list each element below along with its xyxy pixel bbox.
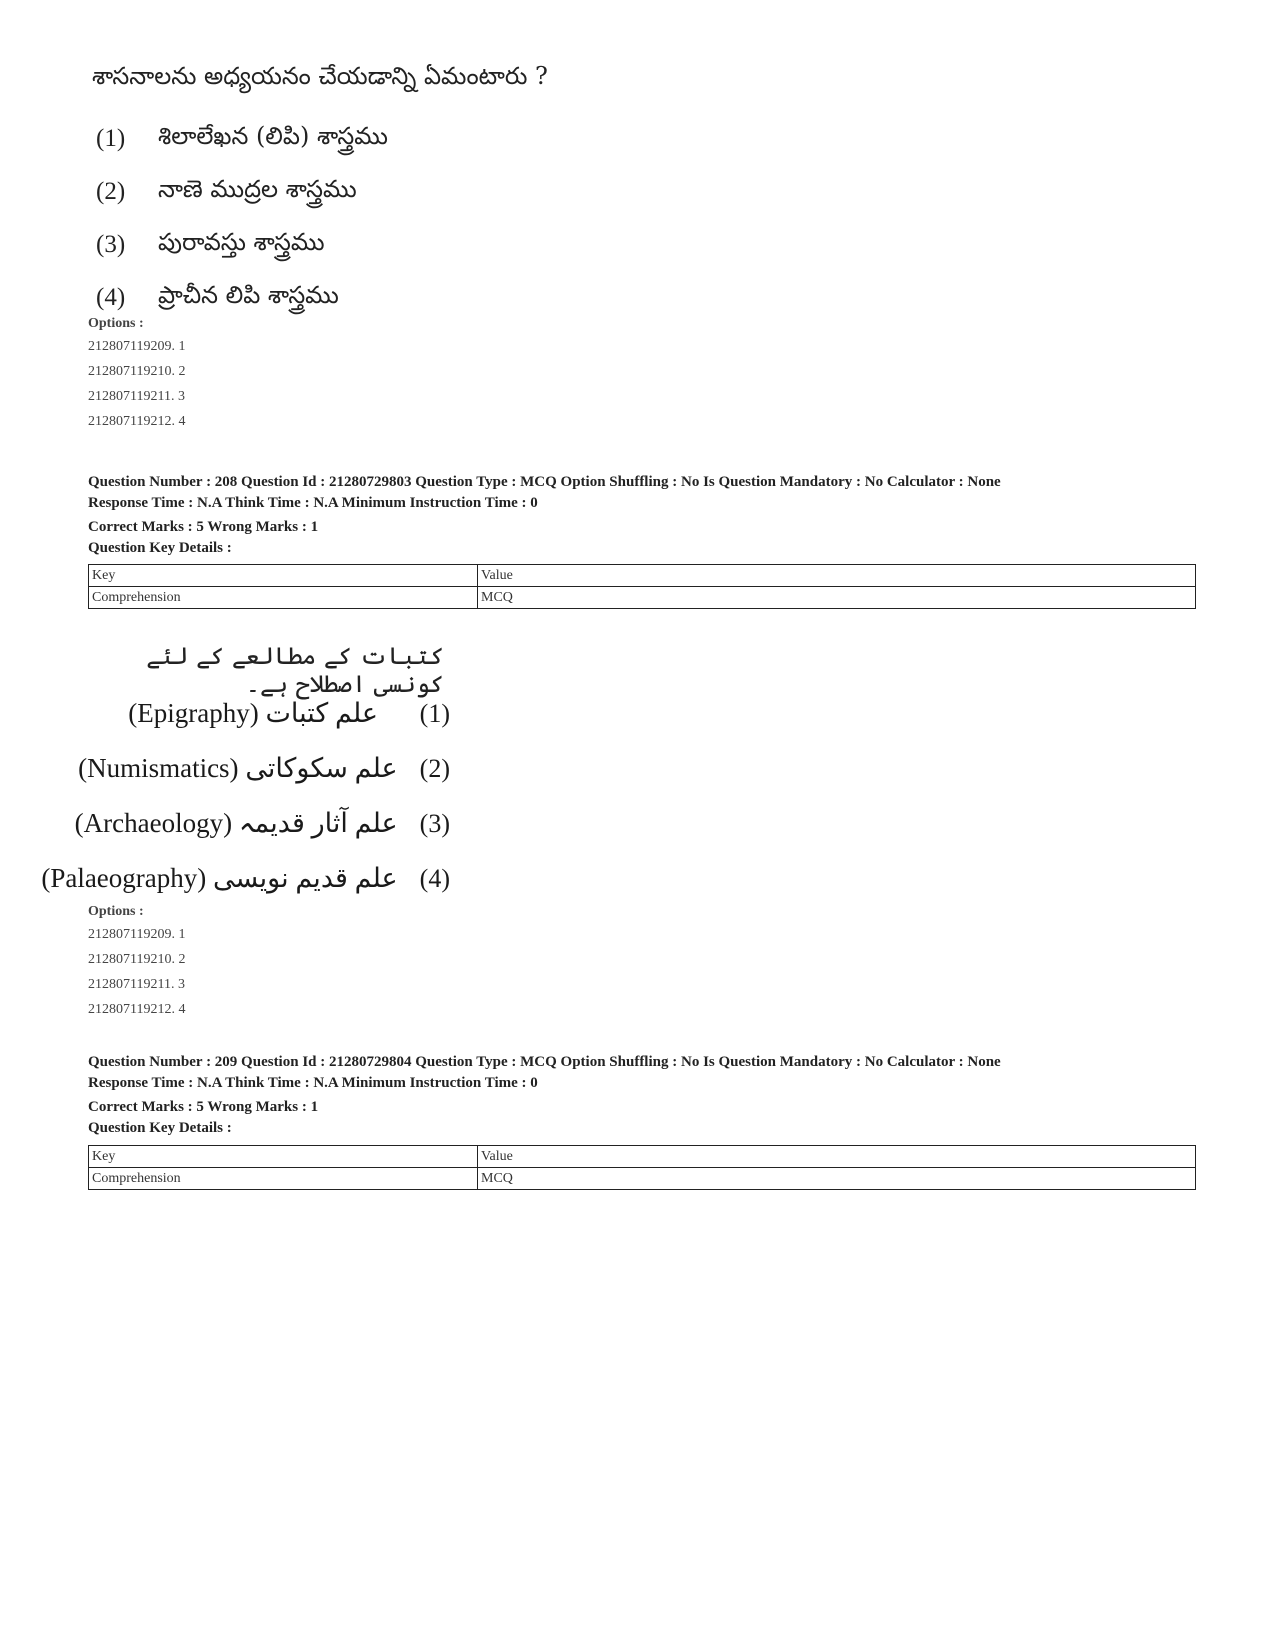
- option-number: (2): [419, 753, 450, 783]
- question-meta: [88, 1052, 1200, 1139]
- option-text: పురావస్తు శాస్త్రము: [158, 227, 325, 256]
- option-id: 212807119210. 2: [88, 364, 186, 379]
- answer-option: [74, 796, 450, 851]
- option-id: 212807119212. 4: [88, 1002, 186, 1017]
- table-header-value: Value: [478, 565, 1196, 587]
- table-row: [89, 587, 1196, 609]
- table-header-row: [89, 565, 1196, 587]
- option-id: 212807119212. 4: [88, 414, 186, 429]
- option-text: ప్రాచీన లిపి శాస్త్రము: [158, 280, 339, 309]
- table-header-value: Value: [478, 1146, 1196, 1168]
- options-heading: Options :: [88, 904, 144, 919]
- option-text: నాణె ముద్రల శాస్త్రము: [158, 174, 357, 203]
- option-text-english: (Numismatics): [78, 753, 239, 783]
- option-id: 212807119209. 1: [88, 927, 186, 942]
- answer-option: [78, 741, 450, 796]
- question-meta: [88, 472, 1200, 559]
- table-header-row: [89, 1146, 1196, 1168]
- question-text-telugu: శాసనాలను అధ్యయనం చేయడాన్ని ఏమంటారు ?: [92, 62, 548, 90]
- table-cell-key: Comprehension: [89, 587, 478, 609]
- option-id: 212807119211. 3: [88, 389, 185, 404]
- question-meta-line: Question Number : 208 Question Id : 21280729803 Question Type : MCQ Option Shuffling : No Is Question Mandatory : No Calculator : None: [88, 474, 1001, 490]
- question-meta-line: Response Time : N.A Think Time : N.A Minimum Instruction Time : 0: [88, 495, 538, 511]
- option-text-urdu: علم کتبات: [265, 698, 378, 728]
- option-text-english: (Archaeology): [74, 808, 233, 838]
- question-meta-line: Question Number : 209 Question Id : 21280729804 Question Type : MCQ Option Shuffling : No Is Question Mandatory : No Calculator : None: [88, 1054, 1001, 1070]
- table-row: [89, 1168, 1196, 1190]
- answer-option: [96, 112, 388, 165]
- answer-option: [90, 686, 450, 741]
- answer-option: [41, 851, 450, 906]
- table-cell-value: MCQ: [478, 587, 1196, 609]
- key-details-label: Question Key Details :: [88, 540, 232, 556]
- option-id: 212807119211. 3: [88, 977, 185, 992]
- table-header-key: Key: [89, 565, 478, 587]
- option-text: శిలాలేఖన (లిపి) శాస్త్రము: [158, 121, 388, 150]
- question-meta-line: Response Time : N.A Think Time : N.A Minimum Instruction Time : 0: [88, 1075, 538, 1091]
- option-id-list: [88, 904, 185, 1022]
- option-text-english: (Palaeography): [41, 863, 207, 893]
- option-text-english: (Epigraphy): [128, 698, 259, 728]
- option-number: (1): [419, 698, 450, 728]
- marks-line: Correct Marks : 5 Wrong Marks : 1: [88, 1099, 319, 1115]
- option-number: (4): [419, 863, 450, 893]
- answer-option: [96, 165, 388, 218]
- table-cell-key: Comprehension: [89, 1168, 478, 1190]
- question-text-urdu: کتبات کے مطالعے کے لئے کونسی اصطلاح ہے۔: [146, 642, 444, 698]
- answer-option: [96, 218, 388, 271]
- marks-line: Correct Marks : 5 Wrong Marks : 1: [88, 519, 319, 535]
- option-number: (3): [96, 230, 126, 258]
- option-id-list: [88, 316, 185, 434]
- key-details-table: [88, 1145, 1196, 1190]
- option-number: (2): [96, 177, 126, 205]
- option-text-urdu: علم سکوکاتی: [245, 753, 398, 783]
- option-number: (4): [96, 283, 126, 311]
- options-heading: Options :: [88, 316, 144, 331]
- answer-options-urdu: [41, 686, 450, 906]
- key-details-table: [88, 564, 1196, 609]
- option-text-urdu: علم آثار قدیمہ: [238, 808, 398, 838]
- option-number: (3): [419, 808, 450, 838]
- table-cell-value: MCQ: [478, 1168, 1196, 1190]
- option-id: 212807119210. 2: [88, 952, 186, 967]
- key-details-label: Question Key Details :: [88, 1120, 232, 1136]
- answer-options-telugu: [96, 112, 388, 324]
- option-number: (1): [96, 124, 126, 152]
- option-id: 212807119209. 1: [88, 339, 186, 354]
- table-header-key: Key: [89, 1146, 478, 1168]
- option-text-urdu: علم قدیم نویسی: [213, 863, 398, 893]
